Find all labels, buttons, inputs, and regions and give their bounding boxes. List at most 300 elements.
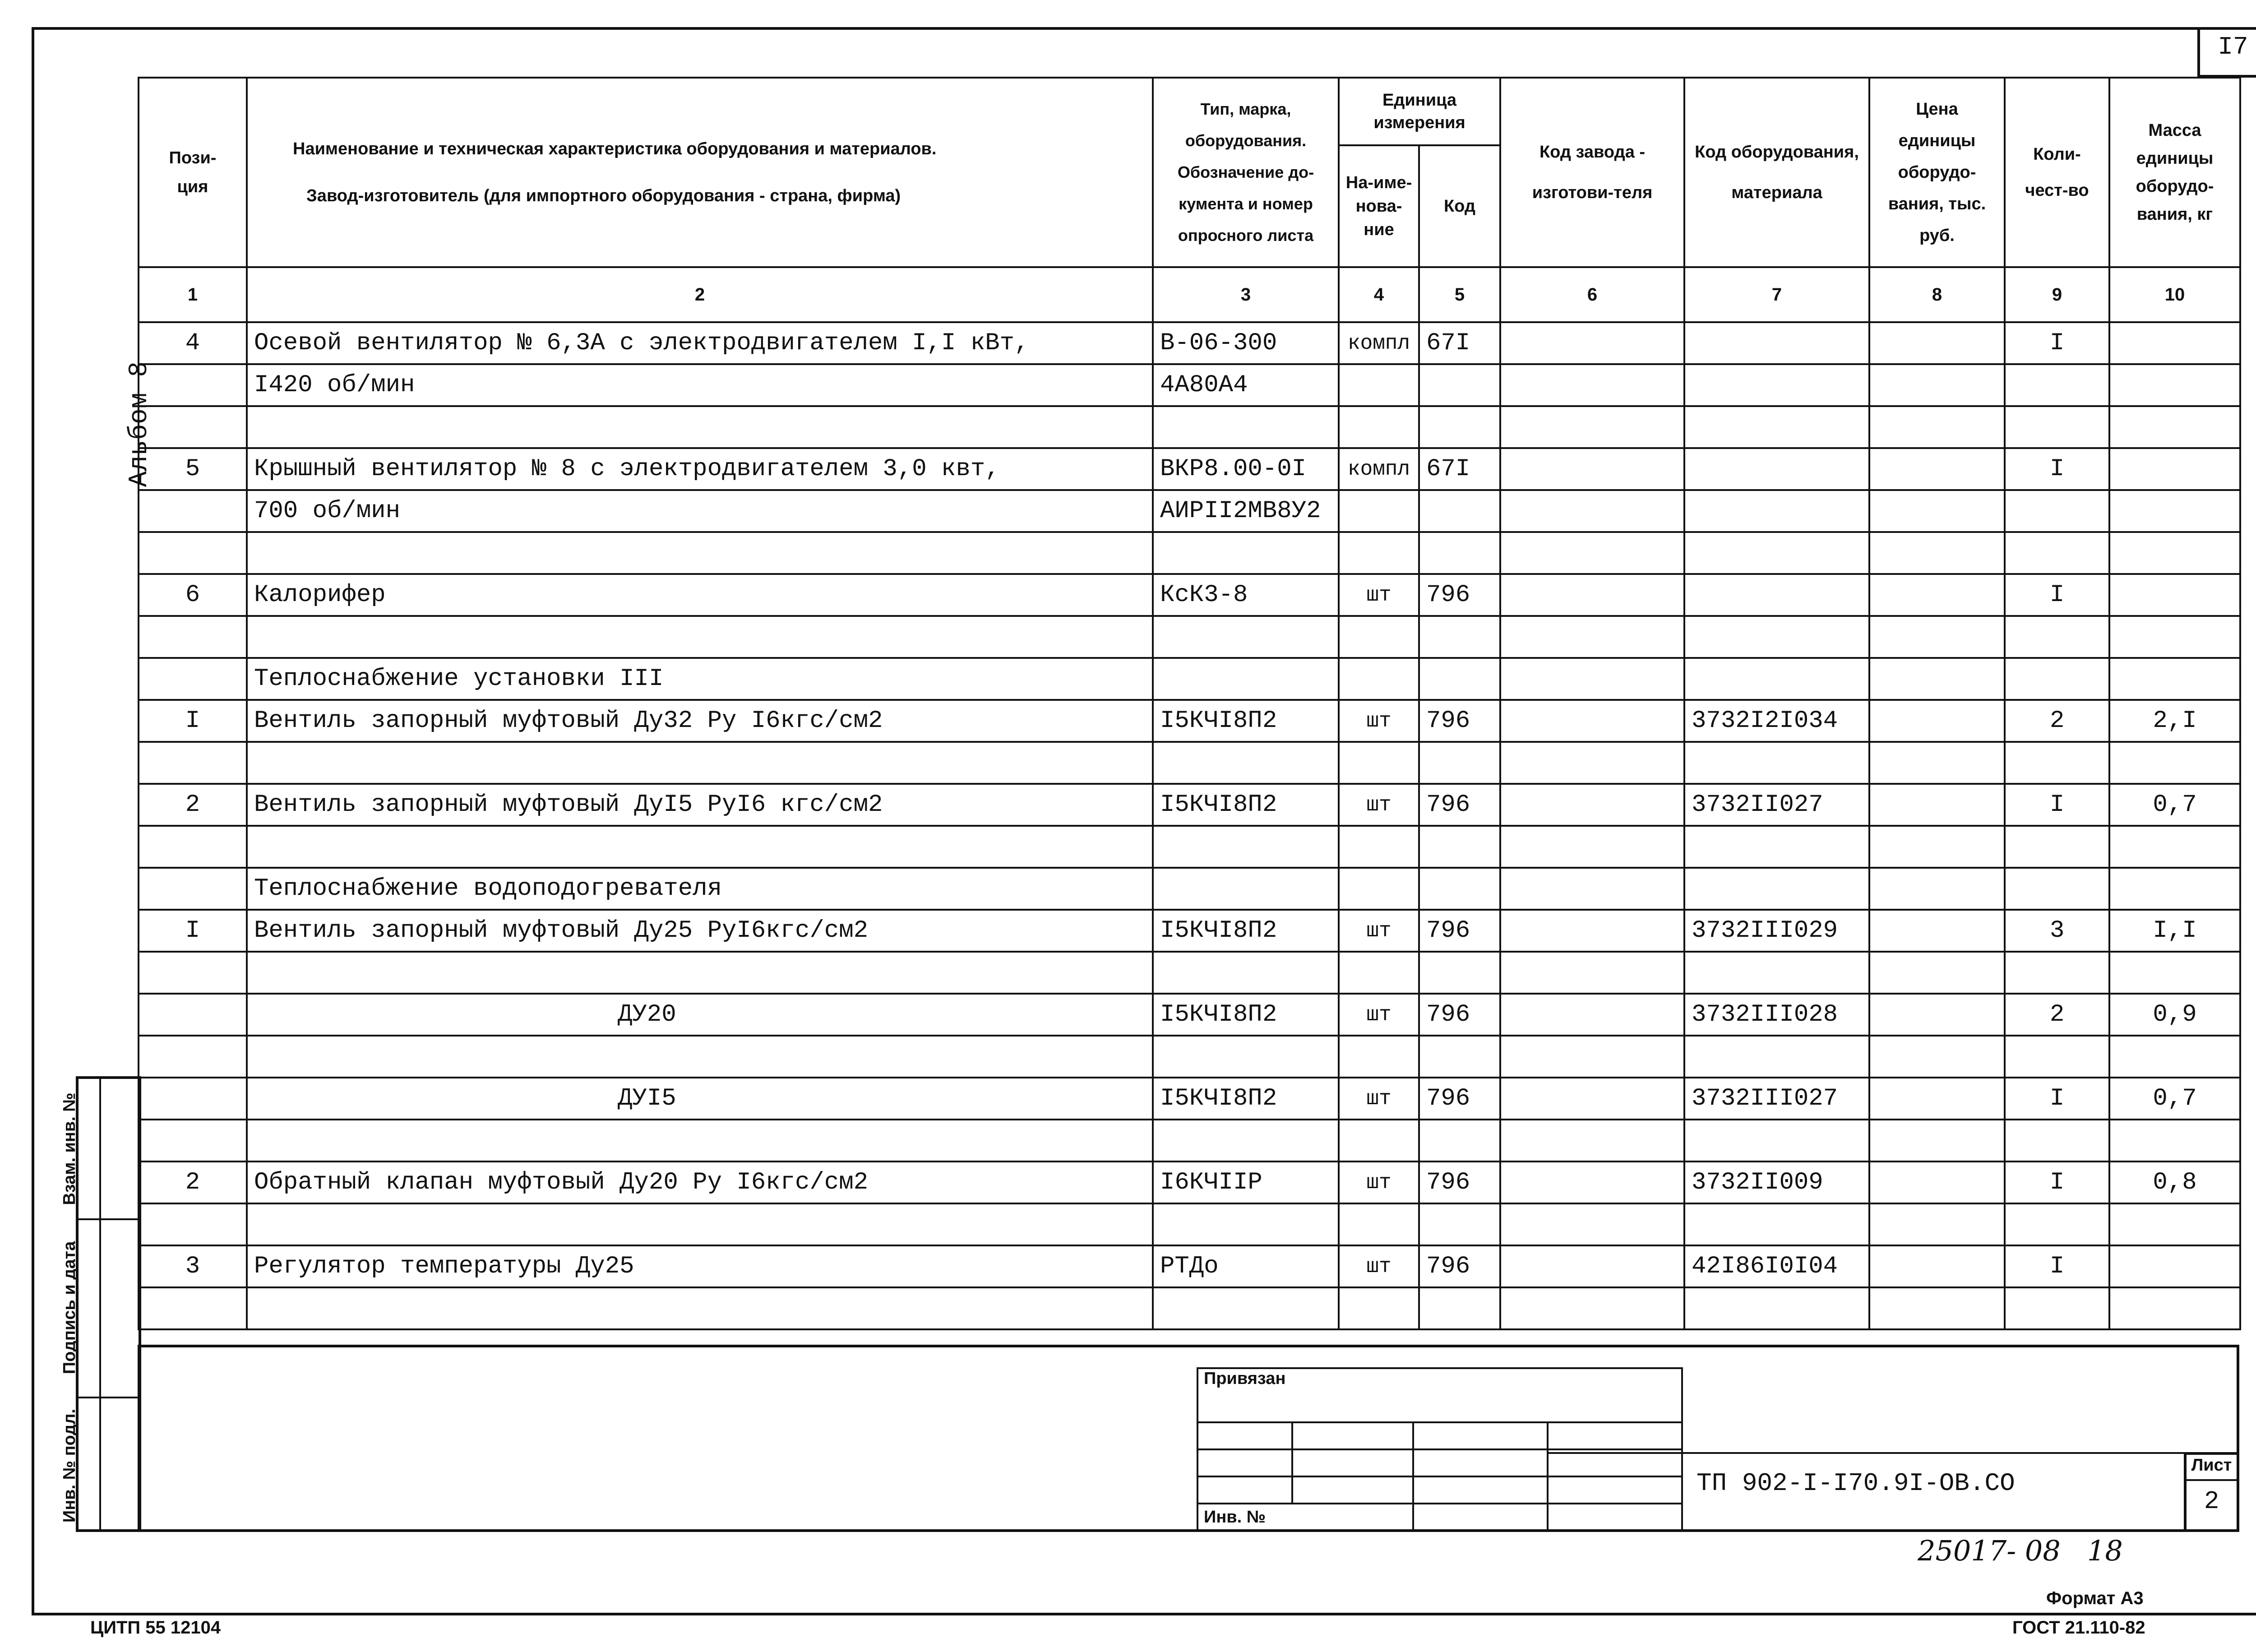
type-mark-cell: 4А80А4: [1153, 364, 1339, 406]
stamp-cell: [1292, 1476, 1413, 1504]
unit-code-cell: [1419, 364, 1500, 406]
colnum-8: 8: [1869, 267, 2005, 322]
quantity-cell: 2: [2005, 700, 2109, 742]
unit-name-cell: [1339, 952, 1419, 994]
quantity-cell: I: [2005, 1078, 2109, 1120]
mass-cell: [2109, 532, 2240, 574]
type-mark-cell: [1153, 1036, 1339, 1078]
plant-code-cell: [1500, 700, 1684, 742]
price-cell: [1869, 952, 2005, 994]
table-row: [139, 322, 2240, 364]
price-cell: [1869, 742, 2005, 784]
unit-name-cell: [1339, 1287, 1419, 1329]
position-cell: 3: [139, 1245, 247, 1287]
unit-code-cell: [1419, 490, 1500, 532]
price-cell: [1869, 1287, 2005, 1329]
position-cell: [139, 490, 247, 532]
table-row: [139, 490, 2240, 532]
table-row: [139, 826, 2240, 868]
item-name-cell: [247, 406, 1153, 448]
unit-name-cell: шт: [1339, 1245, 1419, 1287]
item-name-cell: Вентиль запорный муфтовый Ду25 РуI6кгс/см2: [247, 910, 1153, 952]
mass-cell: [2109, 1036, 2240, 1078]
type-mark-cell: [1153, 742, 1339, 784]
unit-name-cell: шт: [1339, 1078, 1419, 1120]
table-row: [139, 364, 2240, 406]
table-row: [139, 952, 2240, 994]
stamp-cell: [1292, 1449, 1413, 1476]
price-cell: [1869, 448, 2005, 490]
item-name-cell: [247, 616, 1153, 658]
plant-code-cell: [1500, 322, 1684, 364]
type-mark-cell: [1153, 1120, 1339, 1161]
plant-code-cell: [1500, 826, 1684, 868]
quantity-cell: [2005, 406, 2109, 448]
unit-code-cell: 796: [1419, 1078, 1500, 1120]
position-cell: [139, 868, 247, 910]
inv-replacement-label: Взам. инв. №: [60, 1092, 79, 1205]
plant-code-cell: [1500, 406, 1684, 448]
position-cell: [139, 826, 247, 868]
plant-code-cell: [1500, 1287, 1684, 1329]
equipment-code-cell: [1684, 616, 1869, 658]
equipment-code-cell: [1684, 1120, 1869, 1161]
item-name-cell: Крышный вентилятор № 8 с электродвигателем 3,0 квт,: [247, 448, 1153, 490]
colnum-7: 7: [1684, 267, 1869, 322]
table-row: [139, 616, 2240, 658]
quantity-cell: [2005, 364, 2109, 406]
unit-code-cell: 67I: [1419, 322, 1500, 364]
price-cell: [1869, 616, 2005, 658]
unit-name-cell: [1339, 616, 1419, 658]
table-row: [139, 1161, 2240, 1203]
price-cell: [1869, 490, 2005, 532]
price-cell: [1869, 406, 2005, 448]
price-cell: [1869, 910, 2005, 952]
sheet-number-top: I7: [2218, 32, 2248, 61]
plant-code-cell: [1500, 1078, 1684, 1120]
header-row: [139, 78, 2240, 145]
quantity-cell: [2005, 952, 2109, 994]
equipment-code-cell: [1684, 826, 1869, 868]
item-name-cell: [247, 532, 1153, 574]
position-cell: [139, 1203, 247, 1245]
equipment-code-cell: 3732II027: [1684, 784, 1869, 826]
unit-code-cell: [1419, 868, 1500, 910]
quantity-cell: 2: [2005, 994, 2109, 1036]
unit-name-cell: [1339, 532, 1419, 574]
unit-code-cell: 796: [1419, 994, 1500, 1036]
stamp-cell: [1413, 1476, 1548, 1504]
equipment-code-cell: [1684, 448, 1869, 490]
equipment-code-cell: [1684, 1287, 1869, 1329]
mass-cell: I,I: [2109, 910, 2240, 952]
mass-cell: [2109, 322, 2240, 364]
quantity-cell: [2005, 490, 2109, 532]
mass-cell: [2109, 1120, 2240, 1161]
item-name-cell: Теплоснабжение установки III: [247, 658, 1153, 700]
doc-code-divider: [1547, 1452, 2239, 1454]
equipment-code-cell: [1684, 364, 1869, 406]
quantity-cell: 3: [2005, 910, 2109, 952]
mass-cell: [2109, 1287, 2240, 1329]
equipment-code-cell: [1684, 1036, 1869, 1078]
equipment-code-cell: [1684, 742, 1869, 784]
table-row: [139, 1287, 2240, 1329]
table-row: [139, 532, 2240, 574]
quantity-cell: [2005, 742, 2109, 784]
unit-name-cell: [1339, 364, 1419, 406]
specification-table: [138, 77, 2241, 1330]
price-cell: [1869, 994, 2005, 1036]
position-cell: [139, 1120, 247, 1161]
equipment-code-cell: [1684, 322, 1869, 364]
unit-code-cell: 796: [1419, 1245, 1500, 1287]
plant-code-cell: [1500, 448, 1684, 490]
quantity-cell: I: [2005, 784, 2109, 826]
plant-code-cell: [1500, 658, 1684, 700]
column-numbers-row: [139, 267, 2240, 322]
unit-name-cell: шт: [1339, 1161, 1419, 1203]
type-mark-cell: I5КЧI8П2: [1153, 910, 1339, 952]
mass-cell: 0,9: [2109, 994, 2240, 1036]
type-mark-cell: РТДо: [1153, 1245, 1339, 1287]
price-cell: [1869, 868, 2005, 910]
stamp-cell: [1413, 1422, 1548, 1449]
price-cell: [1869, 1203, 2005, 1245]
mass-cell: 0,7: [2109, 784, 2240, 826]
type-mark-cell: [1153, 1287, 1339, 1329]
left-stamp-frame: [76, 1076, 141, 1532]
header-quantity: Коли-чест-во: [2005, 78, 2109, 267]
header-name-line2: Завод-изготовитель (для импортного оборудования - страна, фирма): [306, 186, 901, 205]
type-mark-cell: [1153, 952, 1339, 994]
header-mass: Масса единицы оборудо-вания, кг: [2109, 78, 2240, 267]
type-mark-cell: I5КЧI8П2: [1153, 1078, 1339, 1120]
plant-code-cell: [1500, 784, 1684, 826]
position-cell: [139, 952, 247, 994]
mass-cell: [2109, 1245, 2240, 1287]
plant-code-cell: [1500, 1036, 1684, 1078]
unit-code-cell: [1419, 742, 1500, 784]
type-mark-cell: В-06-300: [1153, 322, 1339, 364]
colnum-5: 5: [1419, 267, 1500, 322]
document-code: ТП 902-I-I70.9I-ОВ.СО: [1697, 1469, 2015, 1498]
plant-code-cell: [1500, 532, 1684, 574]
unit-code-cell: [1419, 1120, 1500, 1161]
equipment-code-cell: [1684, 406, 1869, 448]
inv-original-label: Инв. № подл.: [60, 1408, 79, 1523]
unit-name-cell: компл: [1339, 448, 1419, 490]
equipment-code-cell: 3732III029: [1684, 910, 1869, 952]
unit-code-cell: [1419, 406, 1500, 448]
unit-name-cell: [1339, 658, 1419, 700]
type-mark-cell: I5КЧI8П2: [1153, 994, 1339, 1036]
unit-code-cell: [1419, 658, 1500, 700]
sheet-value: 2: [2204, 1487, 2219, 1516]
quantity-cell: [2005, 1120, 2109, 1161]
price-cell: [1869, 1078, 2005, 1120]
price-cell: [1869, 826, 2005, 868]
unit-code-cell: 67I: [1419, 448, 1500, 490]
position-cell: [139, 1078, 247, 1120]
stamp-cell: [1197, 1422, 1292, 1449]
item-name-cell: Регулятор температуры Ду25: [247, 1245, 1153, 1287]
item-name-cell: ДУI5: [247, 1078, 1153, 1120]
unit-name-cell: [1339, 406, 1419, 448]
table-row: [139, 1078, 2240, 1120]
price-cell: [1869, 700, 2005, 742]
unit-name-cell: [1339, 1203, 1419, 1245]
position-cell: 2: [139, 784, 247, 826]
equipment-code-cell: [1684, 1203, 1869, 1245]
unit-code-cell: 796: [1419, 784, 1500, 826]
quantity-cell: I: [2005, 1245, 2109, 1287]
sheet-box-divider: [2184, 1479, 2239, 1481]
footer-left-code: ЦИТП 55 12104: [90, 1618, 221, 1638]
quantity-cell: I: [2005, 448, 2109, 490]
stamp-cell: [1413, 1504, 1548, 1531]
position-cell: [139, 994, 247, 1036]
item-name-cell: [247, 826, 1153, 868]
unit-code-cell: [1419, 952, 1500, 994]
plant-code-cell: [1500, 616, 1684, 658]
price-cell: [1869, 364, 2005, 406]
colnum-3: 3: [1153, 267, 1339, 322]
position-cell: 4: [139, 322, 247, 364]
format-label: Формат А3: [2046, 1588, 2144, 1608]
quantity-cell: I: [2005, 574, 2109, 616]
plant-code-cell: [1500, 364, 1684, 406]
position-cell: [139, 658, 247, 700]
title-block-frame: [138, 1345, 2239, 1532]
item-name-cell: Обратный клапан муфтовый Ду20 Ру I6кгс/см2: [247, 1161, 1153, 1203]
item-name-cell: [247, 742, 1153, 784]
quantity-cell: [2005, 532, 2109, 574]
position-cell: [139, 406, 247, 448]
table-row: [139, 658, 2240, 700]
plant-code-cell: [1500, 574, 1684, 616]
type-mark-cell: [1153, 406, 1339, 448]
unit-code-cell: 796: [1419, 700, 1500, 742]
price-cell: [1869, 784, 2005, 826]
header-name: [247, 78, 1153, 267]
table-row: [139, 784, 2240, 826]
position-cell: 6: [139, 574, 247, 616]
stamp-cell: [1548, 1476, 1682, 1504]
table-row: [139, 1245, 2240, 1287]
plant-code-cell: [1500, 868, 1684, 910]
mass-cell: [2109, 448, 2240, 490]
item-name-cell: [247, 952, 1153, 994]
mass-cell: [2109, 658, 2240, 700]
mass-cell: [2109, 490, 2240, 532]
type-mark-cell: [1153, 1203, 1339, 1245]
position-cell: I: [139, 700, 247, 742]
quantity-cell: [2005, 1036, 2109, 1078]
equipment-code-cell: [1684, 490, 1869, 532]
mass-cell: 2,I: [2109, 700, 2240, 742]
plant-code-cell: [1500, 1161, 1684, 1203]
unit-code-cell: [1419, 532, 1500, 574]
equipment-code-cell: [1684, 952, 1869, 994]
unit-code-cell: 796: [1419, 1161, 1500, 1203]
header-equipment-code: Код оборудования, материала: [1684, 78, 1869, 267]
price-cell: [1869, 532, 2005, 574]
equipment-code-cell: 3732I2I034: [1684, 700, 1869, 742]
unit-name-cell: шт: [1339, 700, 1419, 742]
position-cell: [139, 742, 247, 784]
item-name-cell: Калорифер: [247, 574, 1153, 616]
unit-code-cell: [1419, 616, 1500, 658]
left-stamp-divider-1: [76, 1218, 141, 1220]
quantity-cell: [2005, 1287, 2109, 1329]
header-unit: Единица измерения: [1339, 78, 1500, 145]
table-row: [139, 868, 2240, 910]
unit-code-cell: [1419, 826, 1500, 868]
mass-cell: [2109, 364, 2240, 406]
header-plant-code: Код завода - изготови-теля: [1500, 78, 1684, 267]
unit-code-cell: 796: [1419, 574, 1500, 616]
item-name-cell: Теплоснабжение водоподогревателя: [247, 868, 1153, 910]
plant-code-cell: [1500, 742, 1684, 784]
unit-name-cell: шт: [1339, 574, 1419, 616]
equipment-code-cell: [1684, 532, 1869, 574]
header-price: Цена единицы оборудо-вания, тыс. руб.: [1869, 78, 2005, 267]
equipment-code-cell: [1684, 658, 1869, 700]
type-mark-cell: ВКР8.00-0I: [1153, 448, 1339, 490]
price-cell: [1869, 1161, 2005, 1203]
stamp-cell: [1413, 1449, 1548, 1476]
type-mark-cell: I5КЧI8П2: [1153, 700, 1339, 742]
type-mark-cell: КсК3-8: [1153, 574, 1339, 616]
handwritten-number: 25017- 08 18: [1918, 1534, 2123, 1567]
unit-name-cell: [1339, 826, 1419, 868]
header-type: Тип, марка, оборудования. Обозначение до-кумента и номер опросного листа: [1153, 78, 1339, 267]
position-cell: [139, 1036, 247, 1078]
table-row: [139, 1120, 2240, 1161]
quantity-cell: [2005, 868, 2109, 910]
mass-cell: [2109, 826, 2240, 868]
item-name-cell: I420 об/мин: [247, 364, 1153, 406]
unit-name-cell: [1339, 742, 1419, 784]
stamp-cell: [1548, 1504, 1682, 1531]
equipment-code-cell: 3732III027: [1684, 1078, 1869, 1120]
colnum-10: 10: [2109, 267, 2240, 322]
quantity-cell: I: [2005, 1161, 2109, 1203]
mass-cell: [2109, 406, 2240, 448]
header-name-line1: Наименование и техническая характеристика оборудования и материалов.: [293, 139, 937, 158]
left-stamp-divider-vertical: [99, 1076, 101, 1532]
linking-stamp: [1197, 1367, 1683, 1532]
plant-code-cell: [1500, 910, 1684, 952]
mass-cell: [2109, 742, 2240, 784]
mass-cell: [2109, 1203, 2240, 1245]
item-name-cell: [247, 1203, 1153, 1245]
quantity-cell: [2005, 658, 2109, 700]
signature-date-label: Подпись и дата: [60, 1241, 79, 1374]
left-stamp-divider-2: [76, 1397, 141, 1398]
item-name-cell: Вентиль запорный муфтовый ДуI5 РуI6 кгс/см2: [247, 784, 1153, 826]
type-mark-cell: [1153, 532, 1339, 574]
item-name-cell: Осевой вентилятор № 6,3А с электродвигателем I,I кВт,: [247, 322, 1153, 364]
mass-cell: [2109, 616, 2240, 658]
plant-code-cell: [1500, 1245, 1684, 1287]
table-row: [139, 448, 2240, 490]
quantity-cell: [2005, 1203, 2109, 1245]
unit-name-cell: [1339, 1120, 1419, 1161]
header-unit-name: На-име-нова-ние: [1339, 145, 1419, 267]
type-mark-cell: [1153, 658, 1339, 700]
position-cell: 5: [139, 448, 247, 490]
unit-code-cell: [1419, 1036, 1500, 1078]
quantity-cell: I: [2005, 322, 2109, 364]
position-cell: I: [139, 910, 247, 952]
mass-cell: [2109, 868, 2240, 910]
unit-code-cell: [1419, 1203, 1500, 1245]
colnum-2: 2: [247, 267, 1153, 322]
mass-cell: [2109, 574, 2240, 616]
unit-code-cell: [1419, 1287, 1500, 1329]
table-row: [139, 700, 2240, 742]
table-row: [139, 910, 2240, 952]
price-cell: [1869, 1120, 2005, 1161]
equipment-code-cell: 42I86I0I04: [1684, 1245, 1869, 1287]
unit-name-cell: шт: [1339, 994, 1419, 1036]
item-name-cell: [247, 1036, 1153, 1078]
plant-code-cell: [1500, 994, 1684, 1036]
table-row: [139, 1203, 2240, 1245]
table-row: [139, 994, 2240, 1036]
type-mark-cell: [1153, 826, 1339, 868]
type-mark-cell: I6КЧIIР: [1153, 1161, 1339, 1203]
table-row: [139, 1036, 2240, 1078]
item-name-cell: [247, 1287, 1153, 1329]
price-cell: [1869, 322, 2005, 364]
item-name-cell: ДУ20: [247, 994, 1153, 1036]
equipment-code-cell: [1684, 868, 1869, 910]
colnum-6: 6: [1500, 267, 1684, 322]
position-cell: [139, 1287, 247, 1329]
table-row: [139, 406, 2240, 448]
unit-name-cell: шт: [1339, 910, 1419, 952]
position-cell: [139, 616, 247, 658]
mass-cell: 0,7: [2109, 1078, 2240, 1120]
unit-code-cell: 796: [1419, 910, 1500, 952]
equipment-code-cell: 3732III028: [1684, 994, 1869, 1036]
plant-code-cell: [1500, 952, 1684, 994]
unit-name-cell: [1339, 1036, 1419, 1078]
colnum-4: 4: [1339, 267, 1419, 322]
sheet-label: Лист: [2191, 1456, 2232, 1475]
item-name-cell: 700 об/мин: [247, 490, 1153, 532]
linked-label: Привязан: [1197, 1368, 1682, 1422]
unit-name-cell: шт: [1339, 784, 1419, 826]
inv-number-label: Инв. №: [1197, 1504, 1413, 1531]
unit-name-cell: компл: [1339, 322, 1419, 364]
unit-name-cell: [1339, 868, 1419, 910]
position-cell: 2: [139, 1161, 247, 1203]
price-cell: [1869, 574, 2005, 616]
equipment-code-cell: [1684, 574, 1869, 616]
plant-code-cell: [1500, 1120, 1684, 1161]
header-unit-code: Код: [1419, 145, 1500, 267]
stamp-cell: [1548, 1422, 1682, 1449]
table-row: [139, 574, 2240, 616]
gost-label: ГОСТ 21.110-82: [2012, 1618, 2145, 1638]
header-position: Пози- ция: [139, 78, 247, 267]
quantity-cell: [2005, 826, 2109, 868]
